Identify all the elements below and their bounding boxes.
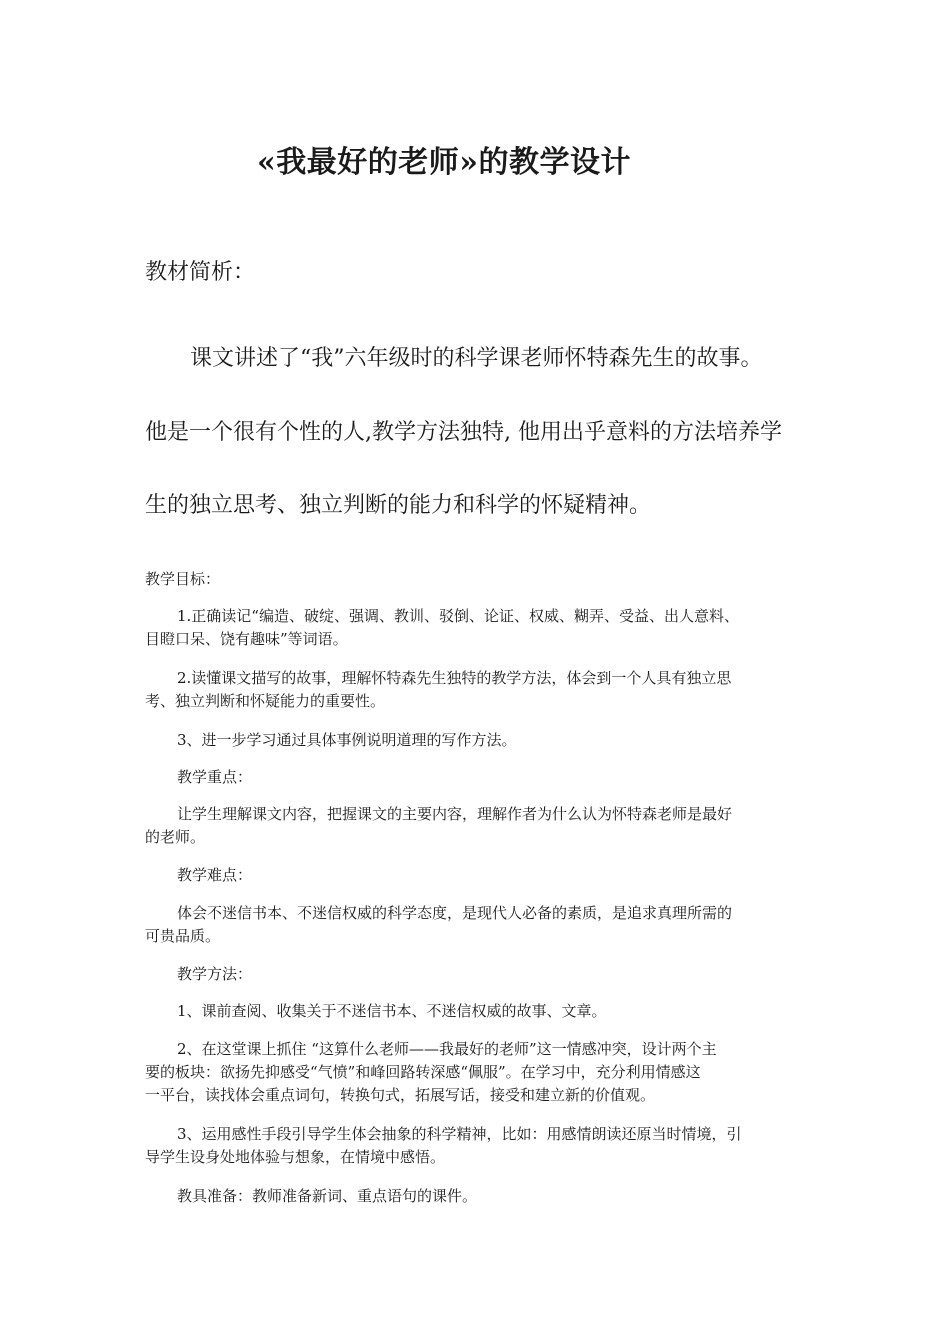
method-2-line-1: 2、在这堂课上抓住 “这算什么老师——我最好的老师”这一情感冲突，设计两个主 — [177, 1040, 717, 1058]
analysis-line-1: 课文讲述了“我”六年级时的科学课老师怀特森先生的故事。 — [190, 346, 763, 371]
method-2-line-3: 一平台，读找体会重点词句，转换句式，拓展写话，接受和建立新的价值观。 — [145, 1086, 656, 1104]
document-title: «我最好的老师»的教学设计 — [257, 145, 631, 180]
key-text-line-1: 让学生理解课文内容，把握课文的主要内容，理解作者为什么认为怀特森老师是最好 — [177, 805, 733, 823]
difficulty-text-line-1: 体会不迷信书本、不迷信权威的科学态度，是现代人必备的素质，是追求真理所需的 — [177, 904, 733, 922]
analysis-line-2: 他是一个很有个性的人,教学方法独特, 他用出乎意料的方法培养学 — [145, 420, 782, 445]
analysis-line-3: 生的独立思考、独立判断的能力和科学的怀疑精神。 — [145, 493, 652, 518]
analysis-heading: 教材简析： — [145, 260, 256, 285]
goal-2-line-1: 2.读懂课文描写的故事，理解怀特森先生独特的教学方法，体会到一个人具有独立思 — [177, 669, 732, 687]
key-text-line-2: 的老师。 — [145, 828, 206, 846]
goal-2-line-2: 考、独立判断和怀疑能力的重要性。 — [145, 692, 386, 710]
goals-heading: 教学目标： — [145, 570, 221, 588]
key-heading: 教学重点： — [177, 768, 253, 786]
goal-1-line-2: 目瞪口呆、饶有趣味”等词语。 — [145, 630, 348, 648]
method-heading: 教学方法： — [177, 965, 253, 983]
method-2-line-2: 要的板块：欲扬先抑感受“气愤”和峰回路转深感“佩服”。在学习中，充分利用情感这 — [145, 1063, 701, 1081]
goal-3: 3、进一步学习通过具体事例说明道理的写作方法。 — [177, 731, 517, 749]
difficulty-text-line-2: 可贵品质。 — [145, 927, 221, 945]
method-3-line-2: 导学生设身处地体验与想象，在情境中感悟。 — [145, 1148, 446, 1166]
method-1: 1、课前查阅、收集关于不迷信书本、不迷信权威的故事、文章。 — [177, 1002, 607, 1020]
goal-1-line-1: 1.正确读记“编造、破绽、强调、教训、驳倒、论证、权威、糊弄、受益、出人意料、 — [177, 607, 739, 625]
method-3-line-1: 3、运用感性手段引导学生体会抽象的科学精神，比如：用感情朗读还原当时情境，引 — [177, 1125, 742, 1143]
tools-text: 教具准备：教师准备新词、重点语句的课件。 — [177, 1187, 478, 1205]
difficulty-heading: 教学难点： — [177, 866, 253, 884]
